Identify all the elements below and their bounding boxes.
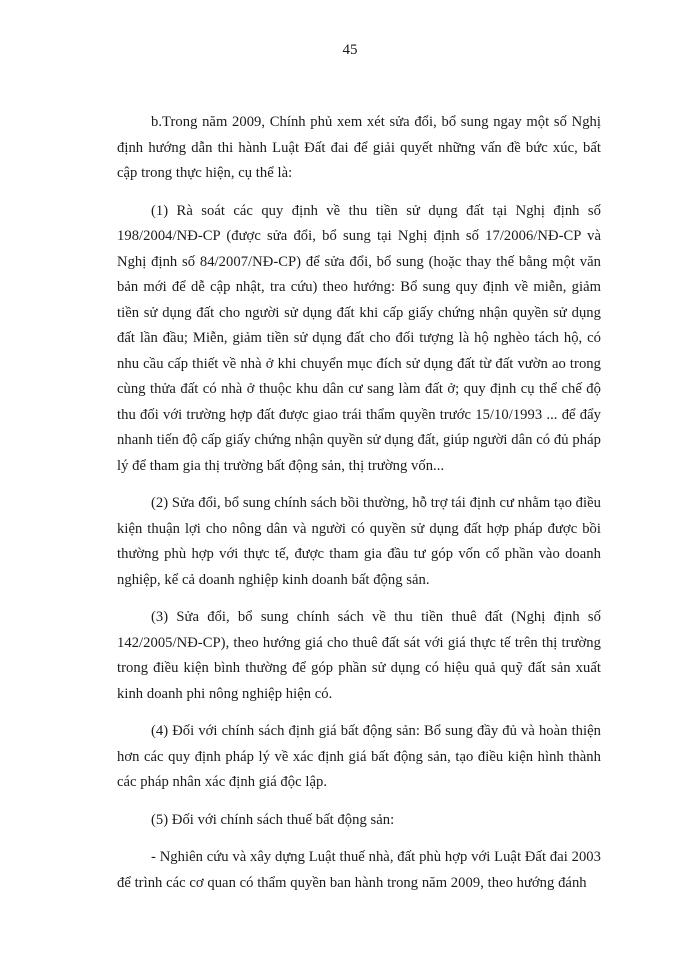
paragraph-item-1: (1) Rà soát các quy định về thu tiền sử dụng đất tại Nghị định số 198/2004/NĐ-CP (được sửa đổi, bổ sung tại Nghị định số 17/2006/NĐ-CP và Nghị định số 84/2007/NĐ-CP) để sửa đổi, bổ sung (hoặc thay thế bằng một văn bản mới để dễ cập nhật, tra cứu) theo hướng: Bổ sung quy định về miễn, giảm tiền sử dụng đất cho người sử dụng đất khi cấp giấy chứng nhận quyền sử dụng đất lần đầu; Miễn, giảm tiền sử dụng đất cho đối tượng là hộ nghèo tách hộ, có nhu cầu cấp thiết về nhà ở khi chuyển mục đích sử dụng đất từ đất vườn ao trong cùng thửa đất có nhà ở thuộc khu dân cư sang làm đất ở; quy định cụ thể chế độ thu đối với trường hợp đất được giao trái thẩm quyền trước 15/10/1993 ... để đẩy nhanh tiến độ cấp giấy chứng nhận quyền sử dụng đất, giúp người dân có đủ pháp lý để tham gia thị trường bất động sản, thị trường vốn...	[117, 202, 601, 474]
paragraph-item-5: (5) Đối với chính sách thuế bất động sản:	[151, 811, 395, 828]
page-number: 45	[342, 42, 358, 58]
body-text	[117, 110, 601, 908]
paragraph-item-3: (3) Sửa đổi, bổ sung chính sách về thu tiền thuê đất (Nghị định số 142/2005/NĐ-CP), theo hướng giá cho thuê đất sát với giá thực tế trên thị trường trong điều kiện bình thường để góp phần sử dụng có hiệu quả quỹ đất sản xuất kinh doanh phi nông nghiệp hiện có.	[117, 609, 601, 702]
paragraph-item-4: (4) Đối với chính sách định giá bất động sản: Bổ sung đầy đủ và hoàn thiện hơn các quy định pháp lý về xác định giá bất động sản, tạo điều kiện hình thành các pháp nhân xác định giá độc lập.	[117, 723, 601, 790]
paragraph-item-2: (2) Sửa đổi, bổ sung chính sách bồi thường, hỗ trợ tái định cư nhằm tạo điều kiện thuận lợi cho nông dân và người có quyền sử dụng đất hợp pháp được bồi thường phù hợp với thực tế, được tham gia đầu tư góp vốn cổ phần vào doanh nghiệp, kể cả doanh nghiệp kinh doanh bất động sản.	[117, 495, 601, 588]
paragraph-bullet: - Nghiên cứu và xây dựng Luật thuế nhà, đất phù hợp với Luật Đất đai 2003 để trình các cơ quan có thẩm quyền ban hành trong năm 2009, theo hướng đánh	[117, 849, 601, 891]
paragraph-intro: b.Trong năm 2009, Chính phủ xem xét sửa đổi, bổ sung ngay một số Nghị định hướng dẫn thi hành Luật Đất đai để giải quyết những vấn đề bức xúc, bất cập trong thực hiện, cụ thể là:	[117, 114, 601, 181]
